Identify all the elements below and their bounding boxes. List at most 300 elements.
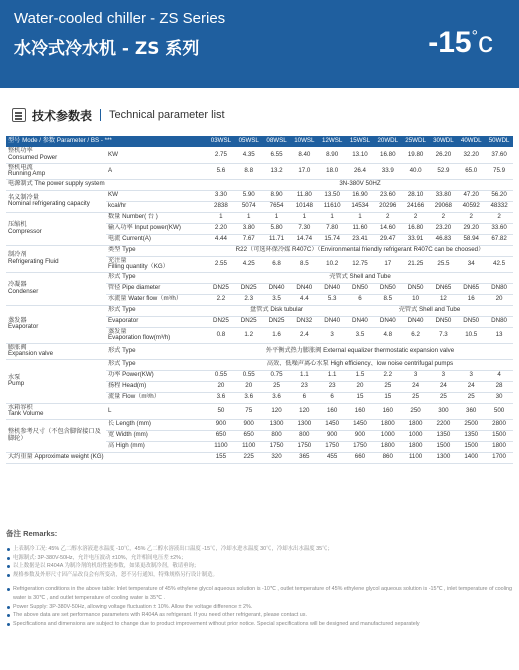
value-cell: 8.90 xyxy=(318,147,346,163)
value-cell: 160 xyxy=(374,403,402,419)
table-row xyxy=(6,403,513,419)
value-cell: DN65 xyxy=(430,283,458,294)
value-cell: 320 xyxy=(263,452,291,463)
value-cell: 24 xyxy=(457,381,485,392)
sub-label: L xyxy=(106,403,207,419)
value-cell: 13 xyxy=(485,327,513,343)
table-row xyxy=(6,359,513,370)
value-cell: 6.55 xyxy=(263,147,291,163)
value-cell: 1100 xyxy=(207,441,235,452)
value-cell: 1800 xyxy=(402,419,430,430)
value-cell: 15 xyxy=(374,392,402,403)
section-title-cn: 技术参数表 xyxy=(32,108,93,123)
value-cell: 37.60 xyxy=(485,147,513,163)
value-cell: DN80 xyxy=(485,283,513,294)
value-cell: 6 xyxy=(290,392,318,403)
value-cell: 47.20 xyxy=(457,190,485,201)
value-cell: 4 xyxy=(485,370,513,381)
value-cell: 14.74 xyxy=(290,234,318,245)
document-icon xyxy=(12,108,26,122)
value-cell: 3.30 xyxy=(207,190,235,201)
sub-label: 流量 Flow（m³/h） xyxy=(106,392,207,403)
value-cell: 1 xyxy=(346,212,374,223)
value-cell: 8.90 xyxy=(263,190,291,201)
value-cell: 16.80 xyxy=(402,223,430,234)
value-cell: DN40 xyxy=(263,283,291,294)
value-cell: 120 xyxy=(263,403,291,419)
remarks-cn-list xyxy=(6,545,513,579)
sub-label: 宽 Width (mm) xyxy=(106,430,207,441)
value-cell: 1350 xyxy=(430,430,458,441)
value-cell: 1750 xyxy=(318,441,346,452)
value-cell: 1.1 xyxy=(318,370,346,381)
value-cell: 32.20 xyxy=(457,147,485,163)
model-header: 30WDL xyxy=(430,136,458,147)
param-label: 膨胀阀 Expansion valve xyxy=(6,343,106,359)
sub-label: 蒸发量 Evaporation flow(m³/h) xyxy=(106,327,207,343)
mode-header: 型号 Mode / 参数 Parameter / BS - *** xyxy=(6,136,207,147)
sub-label: Evaporator xyxy=(106,316,207,327)
value-cell: DN50 xyxy=(402,283,430,294)
value-cell: 1500 xyxy=(430,441,458,452)
value-cell: 3.80 xyxy=(235,223,263,234)
remark-cn-item: 以上数据是以 R404A 为制冷剂的机组性能参数，如果更改制冷剂，敬请垂询； xyxy=(6,562,513,571)
value-cell: 16 xyxy=(457,294,485,305)
span-value: 盘管式 Disk tubular xyxy=(207,305,346,316)
value-cell: 29.47 xyxy=(374,234,402,245)
param-label: 整机参考尺寸（不包含脚留接口及脚轮） xyxy=(6,419,106,452)
value-cell: 10148 xyxy=(290,201,318,212)
table-row xyxy=(6,190,513,201)
param-label: 蒸发器 Evaporator xyxy=(6,305,106,343)
value-cell: 1 xyxy=(235,212,263,223)
value-cell: 48332 xyxy=(485,201,513,212)
span-value: R22（可选环保冷媒 R407C）（Environmental friendly refrigerant R407C can be choosed） xyxy=(207,245,513,256)
value-cell: DN65 xyxy=(457,283,485,294)
value-cell: DN40 xyxy=(318,283,346,294)
value-cell: 58.94 xyxy=(457,234,485,245)
value-cell: 2 xyxy=(402,212,430,223)
value-cell: 34 xyxy=(457,256,485,272)
value-cell: 1800 xyxy=(485,441,513,452)
value-cell: 1 xyxy=(207,212,235,223)
value-cell: 16.90 xyxy=(346,190,374,201)
table-header-row xyxy=(6,136,513,147)
value-cell: 1800 xyxy=(374,441,402,452)
value-cell: 16.80 xyxy=(374,147,402,163)
value-cell: 5.80 xyxy=(263,223,291,234)
value-cell: 800 xyxy=(263,430,291,441)
value-cell: 7.3 xyxy=(430,327,458,343)
value-cell: 40592 xyxy=(457,201,485,212)
value-cell: 650 xyxy=(207,430,235,441)
sub-label: KW xyxy=(106,190,207,201)
param-label: 冷凝器 Condenser xyxy=(6,272,106,305)
page-header xyxy=(0,0,519,88)
value-cell: DN40 xyxy=(374,316,402,327)
table-row xyxy=(6,245,513,256)
value-cell: DN40 xyxy=(290,283,318,294)
value-cell: 3.6 xyxy=(235,392,263,403)
value-cell: 225 xyxy=(235,452,263,463)
value-cell: 23.41 xyxy=(346,234,374,245)
sub-label: kcal/hr xyxy=(106,201,207,212)
value-cell: 900 xyxy=(346,430,374,441)
value-cell: 5.6 xyxy=(207,163,235,179)
value-cell: 800 xyxy=(290,430,318,441)
value-cell: 23 xyxy=(290,381,318,392)
remarks-section xyxy=(6,528,513,628)
sub-label: 功率 Power(KW) xyxy=(106,370,207,381)
model-header: 03WSL xyxy=(207,136,235,147)
value-cell: 23.60 xyxy=(374,190,402,201)
value-cell: 33.9 xyxy=(374,163,402,179)
sub-label: 数量 Number( 台 ) xyxy=(106,212,207,223)
model-header: 40WDL xyxy=(457,136,485,147)
value-cell: 29.20 xyxy=(457,223,485,234)
value-cell: 1500 xyxy=(485,430,513,441)
value-cell: 1000 xyxy=(402,430,430,441)
value-cell: DN25 xyxy=(263,316,291,327)
value-cell: 65.0 xyxy=(457,163,485,179)
value-cell: 500 xyxy=(485,403,513,419)
value-cell: 1.6 xyxy=(263,327,291,343)
span-value: 外平衡式热力膨胀阀 External equalizer thermostatic expansion valve xyxy=(207,343,513,359)
value-cell: 160 xyxy=(346,403,374,419)
value-cell: 1800 xyxy=(402,441,430,452)
value-cell: 7.80 xyxy=(318,223,346,234)
value-cell: 4.44 xyxy=(207,234,235,245)
value-cell: 33.80 xyxy=(430,190,458,201)
value-cell: 8.5 xyxy=(374,294,402,305)
value-cell: 14.60 xyxy=(374,223,402,234)
remark-cn-item: 上表制冷工况: 45% 乙二醇水溶液进水温度 -10℃，45% 乙二醇水溶液出口温度 -15℃，冷却水进水温度 30℃，冷却水出水温度 35℃； xyxy=(6,545,513,554)
degree-symbol: ° xyxy=(471,28,478,45)
value-cell: 155 xyxy=(207,452,235,463)
value-cell: 4.8 xyxy=(374,327,402,343)
sub-label: 长 Length (mm) xyxy=(106,419,207,430)
value-cell: 2 xyxy=(374,212,402,223)
value-cell: 1100 xyxy=(402,452,430,463)
value-cell: 660 xyxy=(346,452,374,463)
value-cell: 7654 xyxy=(263,201,291,212)
value-cell: 900 xyxy=(318,430,346,441)
value-cell: 360 xyxy=(457,403,485,419)
param-label: 名义制冷量 Nominal refrigerating capacity xyxy=(6,190,106,212)
value-cell: DN25 xyxy=(207,283,235,294)
value-cell: 0.75 xyxy=(263,370,291,381)
value-cell: 25.5 xyxy=(430,256,458,272)
span-value: 高效、低噪声离心水泵 High efficiency、low noise centrifugal pumps xyxy=(207,359,513,370)
value-cell: 6.8 xyxy=(263,256,291,272)
remark-en-item: Refrigeration conditions in the above table: Inlet temperature of 45% ethylene glycol aqueous solution is -10℃ , outlet temperature of 45% ethylene glycol aqueous solution is -15℃ , inlet temperature of cooling water is 30℃ , and outlet temperature of cooling water is 35℃ . xyxy=(6,585,513,602)
value-cell: DN40 xyxy=(318,316,346,327)
sub-label: 形式 Type xyxy=(106,343,207,359)
value-cell: 1.5 xyxy=(346,370,374,381)
model-header: 12WSL xyxy=(318,136,346,147)
remarks-en-list xyxy=(6,585,513,628)
value-cell: 300 xyxy=(430,403,458,419)
value-cell: 1300 xyxy=(430,452,458,463)
value-cell: 26.20 xyxy=(430,147,458,163)
value-cell: 2.2 xyxy=(207,294,235,305)
remark-en-item: The above data are set performance parameters with R404A as refrigerant. If you need other refrigerant, please contact us. xyxy=(6,611,513,620)
sub-label: 电流 Current(A) xyxy=(106,234,207,245)
value-cell: 2200 xyxy=(430,419,458,430)
value-cell: 3.6 xyxy=(263,392,291,403)
table-row xyxy=(6,272,513,283)
value-cell: 25 xyxy=(263,381,291,392)
value-cell: 1450 xyxy=(318,419,346,430)
value-cell: 7.30 xyxy=(290,223,318,234)
value-cell: 52.9 xyxy=(430,163,458,179)
value-cell: 1300 xyxy=(290,419,318,430)
chinese-title: 水冷式冷水机 - ZS 系列 xyxy=(14,39,200,59)
value-cell: 3 xyxy=(318,327,346,343)
param-label: 水泵 Pump xyxy=(6,359,106,403)
value-cell: 1300 xyxy=(263,419,291,430)
value-cell: 56.20 xyxy=(485,190,513,201)
model-header: 20WDL xyxy=(374,136,402,147)
value-cell: 28.10 xyxy=(402,190,430,201)
value-cell: 5074 xyxy=(235,201,263,212)
table-row xyxy=(6,452,513,463)
value-cell: 7.67 xyxy=(235,234,263,245)
sub-label: 形式 Type xyxy=(106,272,207,283)
value-cell: 4.35 xyxy=(235,147,263,163)
sub-label: 形式 Type xyxy=(106,359,207,370)
value-cell: 3 xyxy=(430,370,458,381)
remark-cn-item: 电源制式: 3P-380V-50Hz，允许电压波动 ±10%，允许相间电压差 ±2%； xyxy=(6,554,513,563)
value-cell: DN80 xyxy=(485,316,513,327)
value-cell: 120 xyxy=(290,403,318,419)
value-cell: DN50 xyxy=(457,316,485,327)
value-cell: 1350 xyxy=(457,430,485,441)
value-cell: 12 xyxy=(430,294,458,305)
value-cell: 40.0 xyxy=(402,163,430,179)
value-cell: DN25 xyxy=(235,283,263,294)
table-row xyxy=(6,212,513,223)
value-cell: DN25 xyxy=(207,316,235,327)
spec-table xyxy=(6,136,513,464)
value-cell: 1750 xyxy=(290,441,318,452)
value-cell: 18.0 xyxy=(318,163,346,179)
table-row xyxy=(6,419,513,430)
value-cell: 1000 xyxy=(374,430,402,441)
value-cell: 67.82 xyxy=(485,234,513,245)
sub-label: KW xyxy=(106,147,207,163)
value-cell: 3.5 xyxy=(346,327,374,343)
value-cell: 365 xyxy=(290,452,318,463)
remark-en-item: Power Supply: 3P-380V-50Hz, allowing voltage fluctuation ± 10%. Allow the voltage difference ± 2%. xyxy=(6,603,513,612)
value-cell: 25 xyxy=(374,381,402,392)
value-cell: 900 xyxy=(235,419,263,430)
param-label: 电源制式 The power supply system xyxy=(6,179,207,190)
value-cell: 455 xyxy=(318,452,346,463)
value-cell: 11610 xyxy=(318,201,346,212)
value-cell: 2.4 xyxy=(290,327,318,343)
value-cell: 42.5 xyxy=(485,256,513,272)
value-cell: 2.2 xyxy=(374,370,402,381)
value-cell: 11.60 xyxy=(346,223,374,234)
param-label: 大约重量 Approximate weight (KG) xyxy=(6,452,207,463)
value-cell: 860 xyxy=(374,452,402,463)
param-label: 水箱容积 Tank Volume xyxy=(6,403,106,419)
sub-label: 形式 Type xyxy=(106,305,207,316)
value-cell: 19.80 xyxy=(402,147,430,163)
value-cell: 13.10 xyxy=(346,147,374,163)
value-cell: 1750 xyxy=(346,441,374,452)
sub-label: 输入功率 Input power(KW) xyxy=(106,223,207,234)
value-cell: 3.5 xyxy=(263,294,291,305)
value-cell: 4.4 xyxy=(290,294,318,305)
value-cell: 1800 xyxy=(374,419,402,430)
value-cell: 0.8 xyxy=(207,327,235,343)
value-cell: 2.3 xyxy=(235,294,263,305)
param-label: 整机电流 Running Amp xyxy=(6,163,106,179)
table-row xyxy=(6,179,513,190)
value-cell: 13.2 xyxy=(263,163,291,179)
value-cell: 5.3 xyxy=(318,294,346,305)
remarks-title: 备注 Remarks: xyxy=(6,529,58,538)
value-cell: 2.55 xyxy=(207,256,235,272)
value-cell: DN50 xyxy=(430,316,458,327)
temperature-badge xyxy=(428,26,493,60)
section-title-en: Technical parameter list xyxy=(109,109,225,121)
sub-label: A xyxy=(106,163,207,179)
value-cell: 1.1 xyxy=(290,370,318,381)
value-cell: 2500 xyxy=(457,419,485,430)
value-cell: 24 xyxy=(430,381,458,392)
param-label: 制冷剂 Refrigerating Fluid xyxy=(6,245,106,272)
value-cell: 0.55 xyxy=(235,370,263,381)
remark-cn-item: 规格参数及外形尺寸因产品改良会有所变动，恕不另行通知，特殊规格另行设计制造。 xyxy=(6,571,513,580)
sub-label: 高 High (mm) xyxy=(106,441,207,452)
value-cell: 1700 xyxy=(485,452,513,463)
value-cell: 1750 xyxy=(263,441,291,452)
table-row xyxy=(6,163,513,179)
value-cell: 3 xyxy=(457,370,485,381)
value-cell: 650 xyxy=(235,430,263,441)
param-label: 整机功率 Consumed Power xyxy=(6,147,106,163)
value-cell: 250 xyxy=(402,403,430,419)
value-cell: 20 xyxy=(346,381,374,392)
model-header: 25WDL xyxy=(402,136,430,147)
model-header: 50WDL xyxy=(485,136,513,147)
value-cell: 25 xyxy=(457,392,485,403)
model-header: 08WSL xyxy=(263,136,291,147)
value-cell: 24 xyxy=(402,381,430,392)
value-cell: 6.2 xyxy=(402,327,430,343)
model-header: 15WSL xyxy=(346,136,374,147)
value-cell: 0.55 xyxy=(207,370,235,381)
value-cell: 30 xyxy=(485,392,513,403)
title-divider xyxy=(100,109,101,121)
value-cell: 11.71 xyxy=(263,234,291,245)
table-row xyxy=(6,343,513,359)
value-cell: 1400 xyxy=(457,452,485,463)
value-cell: 2 xyxy=(457,212,485,223)
table-row xyxy=(6,305,513,316)
table-row xyxy=(6,147,513,163)
value-cell: 15.74 xyxy=(318,234,346,245)
value-cell: DN25 xyxy=(235,316,263,327)
value-cell: 50 xyxy=(207,403,235,419)
value-cell: DN50 xyxy=(346,283,374,294)
sub-label: 类型 Type xyxy=(106,245,207,256)
span-value: 壳管式 Shell and Tube xyxy=(346,305,513,316)
value-cell: 24166 xyxy=(402,201,430,212)
value-cell: 8.8 xyxy=(235,163,263,179)
value-cell: 17 xyxy=(374,256,402,272)
value-cell: 3.6 xyxy=(207,392,235,403)
value-cell: DN40 xyxy=(346,316,374,327)
value-cell: 2.20 xyxy=(207,223,235,234)
value-cell: 13.50 xyxy=(318,190,346,201)
sub-label: 扬程 Head(m) xyxy=(106,381,207,392)
value-cell: 5.90 xyxy=(235,190,263,201)
value-cell: 14534 xyxy=(346,201,374,212)
english-title: Water-cooled chiller - ZS Series xyxy=(14,10,226,27)
value-cell: 8.5 xyxy=(290,256,318,272)
sub-label: 管径 Pipe diameter xyxy=(106,283,207,294)
value-cell: 33.91 xyxy=(402,234,430,245)
value-cell: 6 xyxy=(346,294,374,305)
value-cell: 20296 xyxy=(374,201,402,212)
value-cell: 2800 xyxy=(485,419,513,430)
span-value: 3N-380V 50HZ xyxy=(207,179,513,190)
value-cell: 1 xyxy=(318,212,346,223)
value-cell: DN32 xyxy=(290,316,318,327)
value-cell: 160 xyxy=(318,403,346,419)
temperature-unit: c xyxy=(478,26,493,59)
sub-label: 充注量 Filling quantity（KG） xyxy=(106,256,207,272)
value-cell: 8.40 xyxy=(290,147,318,163)
value-cell: 900 xyxy=(207,419,235,430)
value-cell: 1450 xyxy=(346,419,374,430)
value-cell: 2838 xyxy=(207,201,235,212)
value-cell: 12.75 xyxy=(346,256,374,272)
model-header: 10WSL xyxy=(290,136,318,147)
value-cell: 21.25 xyxy=(402,256,430,272)
value-cell: 17.0 xyxy=(290,163,318,179)
value-cell: 23.20 xyxy=(430,223,458,234)
model-header: 05WSL xyxy=(235,136,263,147)
value-cell: 3 xyxy=(402,370,430,381)
value-cell: 25 xyxy=(430,392,458,403)
value-cell: 11.80 xyxy=(290,190,318,201)
value-cell: 29068 xyxy=(430,201,458,212)
value-cell: 33.60 xyxy=(485,223,513,234)
value-cell: 1 xyxy=(290,212,318,223)
value-cell: 75 xyxy=(235,403,263,419)
value-cell: 1500 xyxy=(457,441,485,452)
value-cell: 25 xyxy=(402,392,430,403)
value-cell: DN50 xyxy=(374,283,402,294)
span-value: 壳管式 Shell and Tube xyxy=(207,272,513,283)
remark-en-item: Specifications and dimensions are subject to change due to product improvement without prior notice. Special specifications will be designed and manufactured separately xyxy=(6,620,513,629)
value-cell: DN40 xyxy=(402,316,430,327)
value-cell: 2.75 xyxy=(207,147,235,163)
section-title xyxy=(12,104,225,126)
value-cell: 46.83 xyxy=(430,234,458,245)
value-cell: 2 xyxy=(485,212,513,223)
value-cell: 26.4 xyxy=(346,163,374,179)
value-cell: 75.9 xyxy=(485,163,513,179)
value-cell: 20 xyxy=(207,381,235,392)
sub-label: 水流量 Water flow（m³/h） xyxy=(106,294,207,305)
value-cell: 1 xyxy=(263,212,291,223)
